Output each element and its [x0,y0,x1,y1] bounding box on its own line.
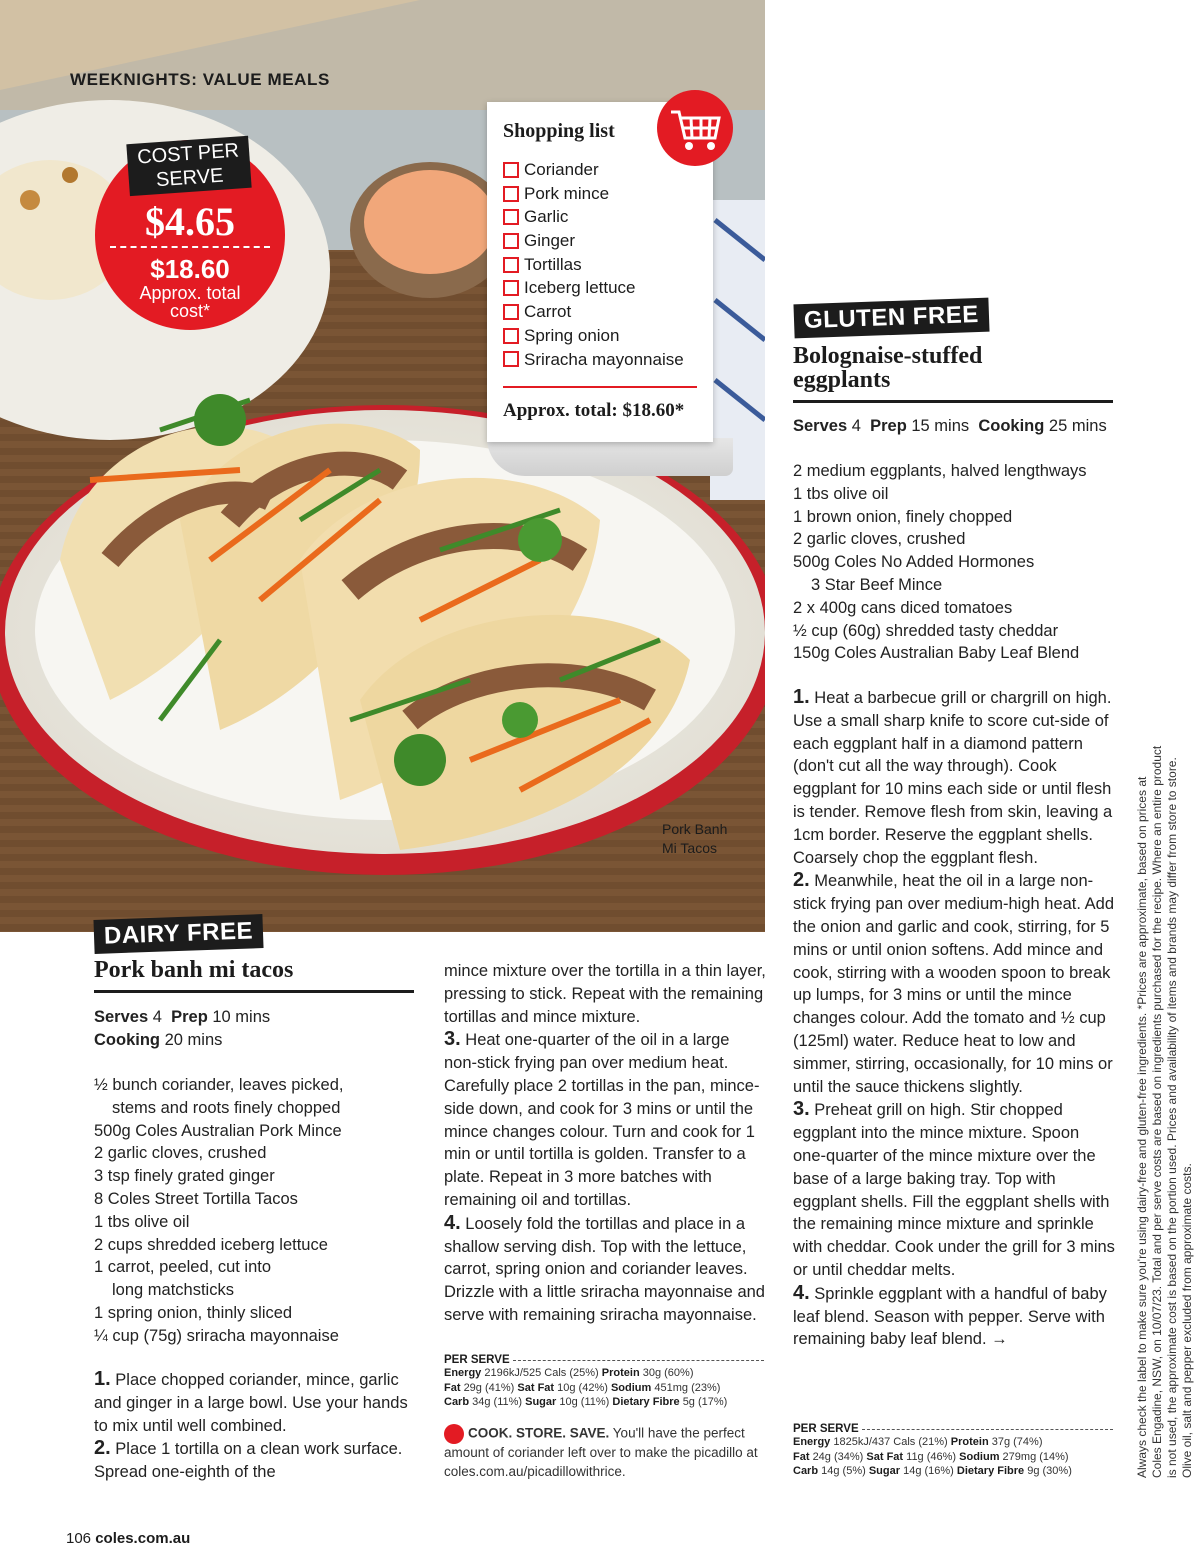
sugar-label: Sugar [868,1465,901,1477]
carb-value: 34g (11%) [472,1396,523,1408]
cook-store-label: COOK. STORE. SAVE. [468,1425,610,1441]
checkbox-icon [503,162,519,178]
cost-total-label-line1: Approx. total [139,283,241,303]
nutrition-row-3 [444,1395,764,1410]
satfat-value: 11g (46%) [906,1450,957,1463]
cost-total-label [95,284,285,320]
ingredient-item: ½ bunch coriander, leaves picked, [94,1076,344,1094]
shopping-list-item [503,253,684,277]
step-text: Preheat grill on high. Stir chopped eggplant into the mince mixture. Spoon one-quarter of the mince mixture over the base of a large baking tray. Top with eggplant shells. Fill the eggplant shells with the remaining mince mixture and sprinkle with cheddar. Cook under the grill for 3 mins or until cheddar melts. [793,1101,1115,1279]
sodium-value: 279mg (14%) [1002,1450,1069,1463]
ingredient-item: 1 spring onion, thinly sliced [94,1303,293,1322]
ingredient-item: 2 garlic cloves, crushed [793,530,966,549]
ingredient-item: 500g Coles Australian Pork Mince [94,1121,342,1140]
ingredient-item: stems and roots finely chopped [112,1098,341,1117]
recipe1-meta [94,1006,414,1052]
sugar-value: 14g (16%) [903,1465,954,1477]
recipe1-method-col2 [444,960,766,1327]
photo-caption [662,820,727,858]
cooking-label: Cooking [94,1030,160,1049]
shopping-cart-icon [657,90,733,166]
energy-value: 2196kJ/525 Cals (25%) [484,1367,599,1379]
nutrition-row-2 [793,1450,1113,1465]
recipe2-step-2 [793,869,1116,1098]
step-number: 3. [793,1098,810,1121]
per-serve-label: PER SERVE [793,1423,859,1435]
recipe2-step-4 [793,1282,1116,1351]
checkbox-icon [503,209,519,225]
fibre-value: 9g (30%) [1027,1465,1072,1477]
protein-label: Protein [601,1367,640,1379]
ingredient-item: ½ cup (60g) shredded tasty cheddar [793,621,1059,640]
shopping-list-item [503,229,684,253]
cooking-value: 25 mins [1048,417,1107,435]
checkbox-icon [503,233,519,249]
shopping-list-title: Shopping list [503,120,615,142]
fat-label: Fat [793,1450,810,1463]
fat-label: Fat [444,1381,461,1394]
ingredient-item: 500g Coles No Added Hormones [793,553,1035,572]
carb-label: Carb [793,1465,819,1477]
prep-label: Prep [870,417,907,435]
cost-label-line2: SERVE [155,164,225,192]
protein-value: 37g (74%) [991,1436,1043,1448]
recipe1-title-rule [94,990,414,993]
shopping-list-item [503,300,684,324]
cost-divider [110,246,270,248]
shopping-list-total: Approx. total: $18.60* [503,400,685,421]
satfat-label: Sat Fat [866,1450,904,1463]
recipe2-title-line1: Bolognaise-stuffed [793,343,983,369]
checkbox-icon [503,304,519,320]
checkbox-icon [503,280,519,296]
checkbox-icon [503,257,519,273]
ingredient-item: ¼ cup (75g) sriracha mayonnaise [94,1326,339,1345]
cost-per-serve-value: $4.65 [145,199,235,244]
protein-value: 30g (60%) [642,1367,694,1379]
cook-store-save-tip [444,1424,764,1481]
satfat-value: 10g (42%) [557,1381,608,1394]
step-text: Heat one-quarter of the oil in a large non-stick frying pan over medium heat. Carefully place 2 tortillas in the pan, mince-side down, and cook for 3 mins or until the mince changes colour. Turn and cook for 1 min or until tortilla is golden. Transfer to a plate. Repeat in 3 more batches with remaining oil and tortillas. [444,1031,760,1209]
nutrition-row-2 [444,1381,764,1396]
fat-value: 29g (41%) [463,1381,515,1394]
fibre-label: Dietary Fibre [612,1396,680,1408]
ingredient-item: 1 tbs olive oil [793,484,889,503]
cost-total-value: $18.60 [150,254,230,284]
ingredient-item: 2 medium eggplants, halved lengthways [793,462,1087,480]
step-text: Loosely fold the tortillas and place in a shallow serving dish. Top with the lettuce, carrot, spring onion and coriander leaves. Drizzle with a little sriracha mayonnaise and serve with remaining sriracha mayonnaise. [444,1214,765,1324]
nutrition-row-1 [793,1435,1113,1450]
per-serve-header [793,1423,1113,1435]
sodium-label: Sodium [959,1450,1000,1463]
energy-label: Energy [444,1367,482,1379]
energy-label: Energy [793,1436,831,1448]
step-text: Sprinkle eggplant with a handful of baby leaf blend. Season with pepper. Serve with remaining baby leaf blend. → [793,1284,1107,1349]
recipe1-method-col1 [94,1368,414,1484]
step-number: 1. [793,686,810,708]
footer-site: coles.com.au [95,1530,191,1547]
recipe2-step-1 [793,686,1116,869]
cost-total-label-line2: cost* [169,301,211,321]
ingredient-item: 1 brown onion, finely chopped [793,507,1013,526]
step-text-part: Place 1 tortilla on a clean work surface. Spread one-eighth of the [94,1440,403,1482]
prep-value: 10 mins [212,1008,271,1026]
carb-label: Carb [444,1396,470,1408]
recipe2-method [793,686,1116,1351]
step-number: 4. [793,1281,810,1304]
sodium-value: 451mg (23%) [654,1381,721,1394]
shopping-list-item [503,348,684,372]
shopping-list-item-label: Sriracha mayonnaise [524,349,684,369]
step-number: 2. [94,1437,111,1460]
shopping-list-curl [487,438,733,476]
shopping-list-item-label: Iceberg lettuce [524,278,636,298]
ingredient-item: 2 x 400g cans diced tomatoes [793,598,1013,617]
step-number: 3. [444,1028,461,1051]
step-number: 4. [444,1211,461,1234]
per-serve-label: PER SERVE [444,1354,510,1366]
ingredient-item: 3 tsp finely grated ginger [94,1167,275,1186]
energy-value: 1825kJ/437 Cals (21%) [833,1436,948,1448]
recipe1-step-1 [94,1368,414,1437]
sugar-label: Sugar [525,1396,557,1408]
cooking-label: Cooking [978,417,1045,435]
shopping-list-item [503,276,684,300]
recipe1-step-2-cont: mince mixture over the tortilla in a thin layer, pressing to stick. Repeat with the remaining tortillas and mince mixture. [444,962,766,1026]
shopping-list-item-label: Garlic [524,207,569,227]
fat-value: 24g (34%) [812,1450,864,1463]
cost-per-serve-label [126,136,251,196]
recipe2-title [793,344,982,392]
ingredient-item: 1 tbs olive oil [94,1212,190,1231]
prep-label: Prep [171,1008,208,1026]
shopping-list-item-label: Spring onion [524,325,620,345]
step-text: Meanwhile, heat the oil in a large non-stick frying pan over medium-high heat. Add the onion and garlic and cook, stirring, for 5 mins or until onion softens. Add mince and cook, stirring with a wooden spoon to break up lumps, for 3 mins or until the mince changes colour. Add the tomato and ½ cup (125ml) water. Reduce heat to low and simmer, stirring, occasionally, for 10 mins or until the sauce thickens slightly. [793,872,1115,1096]
recipe2-step-3 [793,1098,1116,1281]
serves-label: Serves [94,1008,149,1026]
shopping-list-item [503,205,684,229]
photo-caption-line1: Pork Banh [662,821,728,837]
side-disclaimer: Always check the label to make sure you're using dairy-free and gluten-free ingredients. *Prices are approximate, based on prices at Coles Engadine, NSW, on 10/07/23. Total and per serve costs are based on ingredients purchased for the recipe. Where an entire product is not used, the approximate cost is based on the portion used. Prices and availability of items and brands may differ from store to store. Olive oil, salt and pepper excluded from approximate costs. [1135,745,1194,1478]
serves-value: 4 [152,1008,162,1026]
fibre-value: 5g (17%) [682,1396,728,1408]
checkbox-icon [503,351,519,367]
ingredient-item: 2 garlic cloves, crushed [94,1144,267,1163]
recipe2-title-rule [793,400,1113,403]
shopping-list-item [503,324,684,348]
carb-value: 14g (5%) [821,1465,866,1477]
ingredient-item: 150g Coles Australian Baby Leaf Blend [793,644,1080,663]
step-text: Heat a barbecue grill or chargrill on high. Use a small sharp knife to score cut-side of each eggplant half in a diamond pattern (don't cut all the way through). Cook eggplant for 10 mins each side or until flesh is tender. Remove flesh from skin, leaving a 1cm border. Reserve the eggplant shells. Coarsely chop the eggplant flesh. [793,689,1113,867]
cost-label-line1: COST PER [136,139,240,169]
cart-glyph [657,90,733,166]
recipe1-step-2-start [94,1437,414,1484]
recipe1-title: Pork banh mi tacos [94,957,294,983]
ingredient-item: long matchsticks [112,1281,234,1300]
recipe2-title-line2: eggplants [793,367,891,393]
dairy-free-tag: DAIRY FREE [93,914,263,954]
per-serve-dashes [862,1429,1113,1430]
prep-value: 15 mins [911,417,970,435]
shopping-list-item-label: Tortillas [524,254,582,274]
ingredient-item: 2 cups shredded iceberg lettuce [94,1235,328,1254]
per-serve-dashes [513,1360,764,1361]
shopping-list-item [503,182,684,206]
recipe1-step-4 [444,1212,766,1327]
page-footer [66,1530,190,1547]
recipe1-per-serve [444,1354,764,1410]
gluten-free-tag: GLUTEN FREE [793,298,989,339]
protein-label: Protein [950,1436,989,1448]
shopping-list-divider [503,386,697,388]
fibre-label: Dietary Fibre [956,1465,1025,1477]
checkbox-icon [503,328,519,344]
checkbox-icon [503,186,519,202]
step-number: 2. [793,869,810,892]
step-text: Place chopped coriander, mince, garlic and ginger in a large bowl. Use your hands to mix until well combined. [94,1371,408,1435]
cook-store-text: You'll have the perfect amount of coriander left over to make the picadillo at coles.com.au/picadillowithrice. [444,1425,758,1479]
recipe2-per-serve [793,1423,1113,1479]
shopping-list-items [503,158,684,371]
page-number: 106 [66,1530,92,1547]
nutrition-row-3 [793,1464,1113,1479]
recipe2-ingredients [793,460,1133,665]
recipe1-ingredients [94,1074,424,1348]
shopping-list-item-label: Pork mince [524,183,610,203]
serves-label: Serves [793,417,848,435]
serves-value: 4 [851,417,861,435]
leaf-icon [444,1424,464,1444]
shopping-list-item-label: Coriander [524,160,599,179]
section-kicker: WEEKNIGHTS: VALUE MEALS [70,70,330,89]
shopping-list-item-label: Carrot [524,302,572,322]
step-number: 1. [94,1368,111,1390]
satfat-label: Sat Fat [517,1381,555,1394]
recipe2-meta [793,415,1133,438]
recipe1-step-3 [444,1028,766,1211]
shopping-list-item-label: Ginger [524,231,576,251]
sugar-value: 10g (11%) [559,1396,610,1408]
sodium-label: Sodium [610,1381,652,1394]
ingredient-item: 3 Star Beef Mince [811,575,943,594]
ingredient-item: 8 Coles Street Tortilla Tacos [94,1189,298,1208]
nutrition-row-1 [444,1366,764,1381]
per-serve-header [444,1354,764,1366]
ingredient-item: 1 carrot, peeled, cut into [94,1258,272,1277]
cooking-value: 20 mins [164,1030,223,1049]
photo-caption-line2: Mi Tacos [662,840,717,856]
